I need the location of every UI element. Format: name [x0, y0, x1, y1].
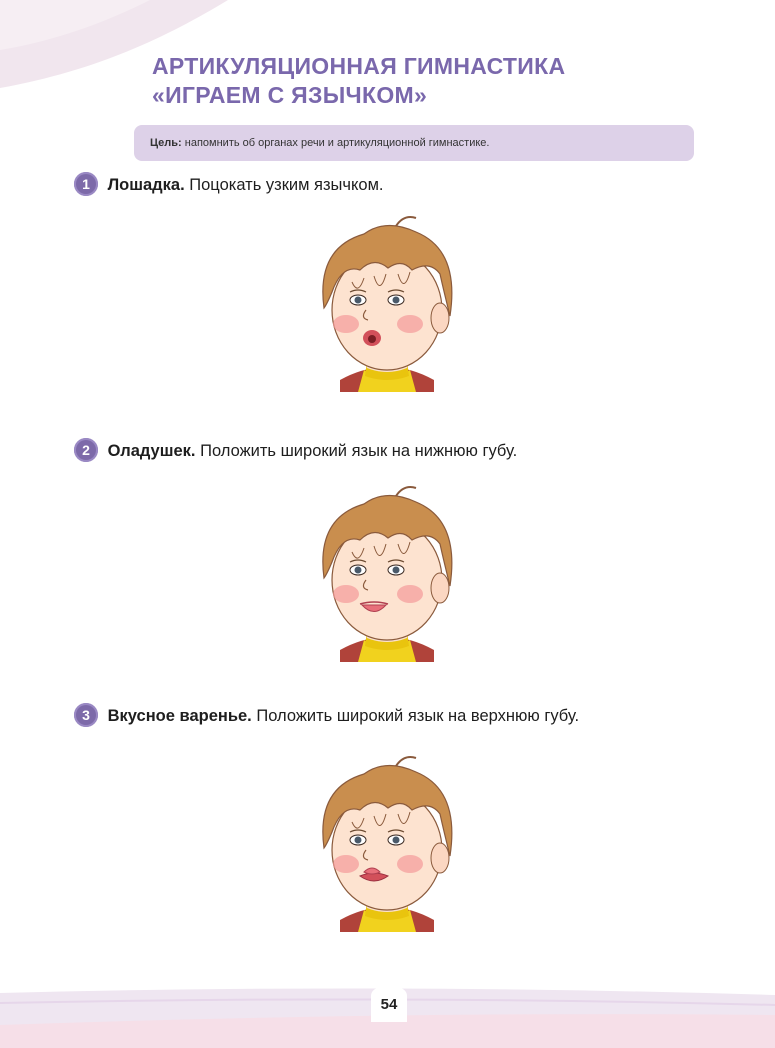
title-line-2: «ИГРАЕМ С ЯЗЫЧКОМ»: [152, 82, 428, 108]
boy-face-illustration-1: [312, 212, 462, 392]
goal-text: напомнить об органах речи и артикуляционной гимнастике.: [184, 137, 490, 149]
goal-box: [134, 125, 694, 161]
boy-face-icon: [323, 757, 452, 932]
boy-face-illustration-2: [312, 482, 462, 662]
exercise-number-badge: 3: [74, 703, 98, 727]
exercise-number-badge: 2: [74, 438, 98, 462]
boy-face-illustration-3: [312, 752, 462, 932]
exercise-1: [74, 172, 384, 198]
exercise-2: [74, 438, 517, 464]
exercise-name: Оладушек.: [107, 442, 196, 460]
page-title: [152, 52, 565, 110]
page-number: 54: [371, 988, 407, 1022]
exercise-number-badge: 1: [74, 172, 98, 196]
exercise-text: Положить широкий язык на нижнюю губу.: [200, 442, 518, 460]
boy-face-icon: [323, 217, 452, 392]
exercise-3: [74, 703, 579, 729]
exercise-text: Поцокать узким язычком.: [189, 176, 384, 194]
exercise-text: Положить широкий язык на верхнюю губу.: [256, 707, 580, 725]
exercise-name: Лошадка.: [107, 176, 185, 194]
title-line-1: АРТИКУЛЯЦИОННАЯ ГИМНАСТИКА: [152, 53, 566, 79]
goal-label: Цель:: [150, 137, 182, 149]
exercise-name: Вкусное варенье.: [107, 707, 252, 725]
boy-face-icon: [323, 487, 452, 662]
